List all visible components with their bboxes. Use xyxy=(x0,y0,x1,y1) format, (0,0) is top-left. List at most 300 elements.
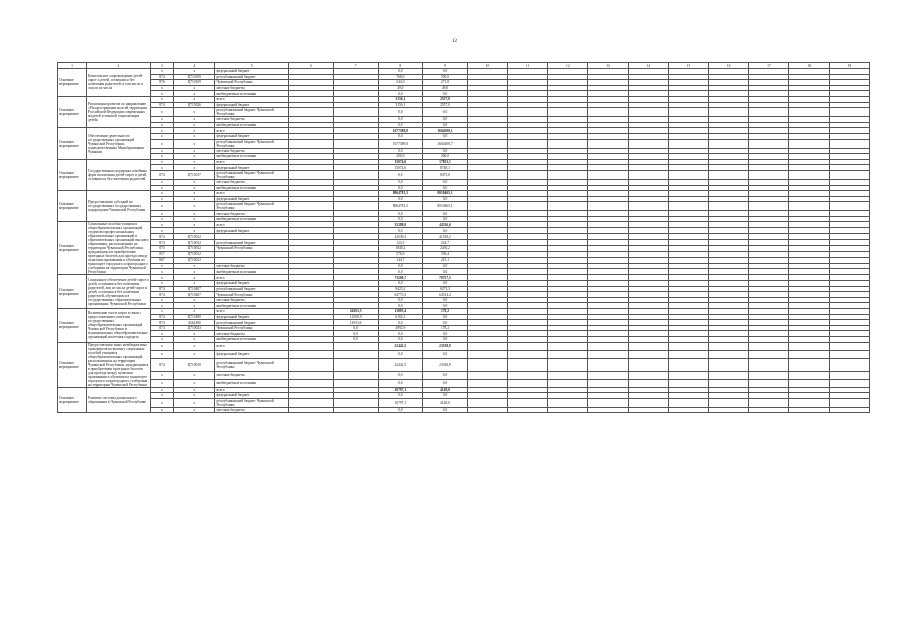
empty-cell xyxy=(628,379,668,387)
value-cell: 0,0 xyxy=(423,69,468,75)
code-cell: x xyxy=(150,228,173,234)
value-cell: 0,0 xyxy=(378,263,423,269)
value-cell: 0,0 xyxy=(378,320,423,326)
source-cell: внебюджетные источники xyxy=(215,303,289,309)
value-cell xyxy=(333,398,378,407)
code-cell: x xyxy=(150,398,173,407)
source-cell: республиканский бюджет Чувашской Республики xyxy=(215,202,289,211)
value-cell: 8064781,3 xyxy=(378,191,423,197)
header-cell: 2 xyxy=(87,63,151,69)
code-cell: x xyxy=(150,222,173,228)
row-label: Основное мероприятие xyxy=(58,387,87,413)
code-cell: 874 xyxy=(150,358,173,371)
value-cell: 0,0 xyxy=(423,108,468,117)
value-cell: 213,1 xyxy=(423,257,468,263)
value-cell: 4992,9 xyxy=(378,325,423,331)
value-cell: 0,0 xyxy=(423,91,468,97)
code-cell: x xyxy=(174,128,215,134)
code-cell: x xyxy=(174,393,215,399)
source-cell: внебюджетные источники xyxy=(215,269,289,275)
value-cell: 0,0 xyxy=(378,122,423,128)
code-cell: x xyxy=(150,275,173,281)
source-cell: Чувашской Республики xyxy=(215,325,289,331)
value-cell: 8425,2 xyxy=(378,286,423,292)
empty-cell xyxy=(548,379,588,387)
code-cell: x xyxy=(174,379,215,387)
empty-cell xyxy=(548,358,588,371)
row-label: Основное мероприятие xyxy=(58,342,87,387)
empty-cell xyxy=(467,371,507,379)
value-cell xyxy=(333,358,378,371)
value-cell: 178,2 xyxy=(423,325,468,331)
empty-cell xyxy=(749,358,789,371)
code-cell: Ц710012 xyxy=(174,234,215,240)
value-cell: 70757,5 xyxy=(423,275,468,281)
empty-cell xyxy=(548,350,588,358)
code-cell: x xyxy=(174,211,215,217)
value-cell: 0,0 xyxy=(423,216,468,222)
value-cell xyxy=(289,379,334,387)
code-cell: x xyxy=(150,117,173,123)
empty-cell xyxy=(628,108,668,117)
value-cell: 44336,6 xyxy=(423,222,468,228)
code-cell: x xyxy=(174,154,215,160)
code-cell: x xyxy=(150,179,173,185)
source-cell: республиканский бюджет Чувашской Республики xyxy=(215,398,289,407)
empty-cell xyxy=(829,407,869,413)
row-label: Основное мероприятие xyxy=(58,96,87,127)
empty-cell xyxy=(709,202,749,211)
value-cell: 12500,9 xyxy=(333,314,378,320)
value-cell xyxy=(289,350,334,358)
code-cell: x xyxy=(150,337,173,343)
value-cell: 64514,2 xyxy=(423,292,468,298)
source-cell: всего xyxy=(215,342,289,350)
value-cell: 0,0 xyxy=(423,407,468,413)
empty-cell xyxy=(749,379,789,387)
code-cell: x xyxy=(150,216,173,222)
value-cell xyxy=(289,371,334,379)
source-cell: всего xyxy=(215,191,289,197)
empty-cell xyxy=(668,358,708,371)
source-cell: федеральный бюджет xyxy=(215,314,289,320)
empty-cell xyxy=(829,358,869,371)
code-cell: x xyxy=(150,108,173,117)
value-cell: 200,0 xyxy=(378,154,423,160)
empty-cell xyxy=(628,170,668,179)
value-cell: 768,0 xyxy=(378,74,423,80)
row-label: Основное мероприятие xyxy=(58,159,87,190)
empty-cell xyxy=(588,139,628,148)
source-cell: республиканский бюджет Чувашской Республики xyxy=(215,139,289,148)
value-cell: 0,0 xyxy=(378,269,423,275)
code-cell: x xyxy=(174,281,215,287)
header-cell: 9 xyxy=(423,63,468,69)
source-cell: местные бюджеты xyxy=(215,331,289,337)
value-cell: 0,0 xyxy=(378,69,423,75)
value-cell: 0,0 xyxy=(333,325,378,331)
source-cell: внебюджетные источники xyxy=(215,91,289,97)
code-cell: x xyxy=(174,398,215,407)
code-cell: x xyxy=(174,91,215,97)
value-cell: 0,0 xyxy=(423,179,468,185)
code-cell: x xyxy=(150,133,173,139)
header-cell: 13 xyxy=(588,63,628,69)
row-label: Основное мероприятие xyxy=(58,69,87,97)
empty-cell xyxy=(467,202,507,211)
value-cell: 200,0 xyxy=(423,154,468,160)
source-cell: республиканский бюджет Чувашской Республики xyxy=(215,358,289,371)
empty-cell xyxy=(789,170,829,179)
value-cell: 1664308,7 xyxy=(423,139,468,148)
value-cell xyxy=(289,170,334,179)
empty-cell xyxy=(467,358,507,371)
code-cell: 4342490 xyxy=(174,320,215,326)
value-cell: 23538,9 xyxy=(423,342,468,350)
value-cell xyxy=(333,139,378,148)
code-cell: x xyxy=(174,191,215,197)
empty-cell xyxy=(749,170,789,179)
value-cell: 41539,2 xyxy=(423,234,468,240)
source-cell: местные бюджеты xyxy=(215,297,289,303)
value-cell: 0,0 xyxy=(378,117,423,123)
value-cell: 0,0 xyxy=(378,350,423,358)
empty-cell xyxy=(789,398,829,407)
value-cell: 24563,5 xyxy=(333,309,378,315)
source-cell: внебюджетные источники xyxy=(215,154,289,160)
value-cell: 0,0 xyxy=(378,179,423,185)
value-cell: 1677389,8 xyxy=(378,128,423,134)
empty-cell xyxy=(467,407,507,413)
row-label: Основное мероприятие xyxy=(58,222,87,275)
row-description: Реализация проектов по направлению «Распространение на всей территории Российской Федерации современных моделей успешной социализации детей» xyxy=(87,96,151,127)
value-cell xyxy=(289,139,334,148)
value-cell: 3156,1 xyxy=(378,96,423,102)
value-cell xyxy=(289,342,334,350)
empty-cell xyxy=(749,202,789,211)
source-cell: федеральный бюджет xyxy=(215,165,289,171)
value-cell: 8064781,3 xyxy=(378,202,423,211)
code-cell: x xyxy=(150,281,173,287)
value-cell: 0,0 xyxy=(423,263,468,269)
code-cell: x xyxy=(174,269,215,275)
empty-cell xyxy=(588,407,628,413)
code-cell: 857 xyxy=(150,251,173,257)
code-cell: 875 xyxy=(150,245,173,251)
value-cell: 271,8 xyxy=(423,80,468,86)
value-cell xyxy=(333,108,378,117)
value-cell: 15074,6 xyxy=(378,159,423,165)
code-cell: x xyxy=(174,185,215,191)
empty-cell xyxy=(588,350,628,358)
empty-cell xyxy=(588,170,628,179)
value-cell xyxy=(333,202,378,211)
empty-cell xyxy=(548,342,588,350)
code-cell: x xyxy=(150,393,173,399)
value-cell: 0,0 xyxy=(378,148,423,154)
value-cell: 1677389,8 xyxy=(378,139,423,148)
value-cell xyxy=(333,407,378,413)
value-cell: 22442,5 xyxy=(378,358,423,371)
code-cell: 874 xyxy=(150,292,173,298)
value-cell: 0,0 xyxy=(423,314,468,320)
value-cell: 0,0 xyxy=(378,170,423,179)
value-cell: 49,0 xyxy=(423,85,468,91)
empty-cell xyxy=(749,108,789,117)
empty-cell xyxy=(709,358,749,371)
table-body xyxy=(58,63,870,413)
source-cell: местные бюджеты xyxy=(215,117,289,123)
source-cell: местные бюджеты xyxy=(215,179,289,185)
empty-cell xyxy=(829,342,869,350)
value-cell: 0,0 xyxy=(423,337,468,343)
table-row xyxy=(58,139,870,148)
empty-cell xyxy=(588,358,628,371)
empty-cell xyxy=(628,342,668,350)
code-cell: x xyxy=(174,275,215,281)
header-cell: 18 xyxy=(789,63,829,69)
value-cell: 0,0 xyxy=(378,379,423,387)
code-cell: x xyxy=(174,303,215,309)
empty-cell xyxy=(508,350,548,358)
value-cell: 1664508,1 xyxy=(423,128,468,134)
code-cell: 876 xyxy=(150,80,173,86)
value-cell: 11095,4 xyxy=(378,309,423,315)
value-cell: 0,0 xyxy=(423,228,468,234)
value-cell: 0,0 xyxy=(423,117,468,123)
empty-cell xyxy=(709,139,749,148)
table-row xyxy=(58,170,870,179)
code-cell: x xyxy=(150,139,173,148)
empty-cell xyxy=(548,139,588,148)
empty-cell xyxy=(508,139,548,148)
row-description: Комплексное сопровождение детей-сирот и детей, оставшихся без попечения родителей, в том числе и лиц из их числа xyxy=(87,69,151,97)
value-cell: 0,0 xyxy=(333,331,378,337)
code-cell: x xyxy=(150,69,173,75)
source-cell: Чувашской Республики xyxy=(215,292,289,298)
source-cell: Чувашской Республики xyxy=(215,245,289,251)
source-cell: федеральный бюджет xyxy=(215,393,289,399)
header-cell: 15 xyxy=(668,63,708,69)
empty-cell xyxy=(508,358,548,371)
empty-cell xyxy=(508,342,548,350)
empty-cell xyxy=(709,398,749,407)
value-cell: 0,0 xyxy=(423,269,468,275)
code-cell: x xyxy=(150,350,173,358)
empty-cell xyxy=(508,398,548,407)
code-cell: x xyxy=(150,159,173,165)
value-cell: 550,0 xyxy=(423,74,468,80)
table-row xyxy=(58,398,870,407)
header-cell: 19 xyxy=(829,63,869,69)
code-cell: x xyxy=(174,202,215,211)
code-cell: x xyxy=(174,159,215,165)
code-cell: 874 xyxy=(150,170,173,179)
code-cell: Ц715017 xyxy=(174,170,215,179)
empty-cell xyxy=(789,407,829,413)
value-cell xyxy=(289,108,334,117)
code-cell: Ц715490 xyxy=(174,314,215,320)
code-cell: Ц710407 xyxy=(174,286,215,292)
empty-cell xyxy=(467,342,507,350)
empty-cell xyxy=(548,407,588,413)
code-cell: x xyxy=(150,269,173,275)
value-cell: 32539,3 xyxy=(378,234,423,240)
value-cell: 2557,0 xyxy=(423,96,468,102)
code-cell: x xyxy=(174,309,215,315)
value-cell: 0,0 xyxy=(423,185,468,191)
code-cell: x xyxy=(174,337,215,343)
row-description: Обеспечение деятельности государственных организаций Чувашской Республики, подведомственных Минобразования Чувашии xyxy=(87,128,151,159)
value-cell: 0,0 xyxy=(378,297,423,303)
value-cell: 0,0 xyxy=(423,371,468,379)
row-description: Социальные пособия учащимся общеобразовательных организаций, студентам профессиональных образовательных организаций и образовательных организаций высшего образования, расположенных на территории Чувашской Республики, нуждающимся в приобретении проездных билетов для проезда между пунктами проживания и обучения на транспорте городского и пригородного сообщения на территории Чувашской Республики xyxy=(88,222,149,275)
empty-cell xyxy=(467,350,507,358)
source-cell: всего xyxy=(215,159,289,165)
header-cell: 11 xyxy=(508,63,548,69)
row-label: Основное мероприятие xyxy=(58,309,87,343)
value-cell: 0,0 xyxy=(378,281,423,287)
source-cell: республиканский бюджет Чувашской Республики xyxy=(215,108,289,117)
empty-cell xyxy=(789,202,829,211)
code-cell: x xyxy=(150,91,173,97)
code-cell: x xyxy=(150,191,173,197)
code-cell: x xyxy=(150,185,173,191)
table-row xyxy=(58,407,870,413)
empty-cell xyxy=(548,398,588,407)
empty-cell xyxy=(588,379,628,387)
empty-cell xyxy=(749,407,789,413)
empty-cell xyxy=(467,398,507,407)
source-cell: федеральный бюджет xyxy=(215,69,289,75)
value-cell: 0,0 xyxy=(333,337,378,343)
code-cell: x xyxy=(174,407,215,413)
header-cell: 14 xyxy=(628,63,668,69)
empty-cell xyxy=(789,139,829,148)
row-description: Предоставление субсидий на государственных государственных подпрограмм Чувашской Республики xyxy=(87,191,151,222)
value-cell: 4140,0 xyxy=(423,398,468,407)
value-cell: 0,0 xyxy=(378,216,423,222)
code-cell: x xyxy=(150,379,173,387)
header-cell: 12 xyxy=(548,63,588,69)
value-cell: 0,0 xyxy=(378,185,423,191)
value-cell: 0,0 xyxy=(378,108,423,117)
code-cell: x xyxy=(174,350,215,358)
budget-table xyxy=(57,62,870,413)
table-row xyxy=(58,350,870,358)
value-cell: 2557,0 xyxy=(423,102,468,108)
empty-cell xyxy=(789,371,829,379)
empty-cell xyxy=(628,398,668,407)
value-cell: 0,0 xyxy=(423,122,468,128)
value-cell: 0,0 xyxy=(423,196,468,202)
empty-cell xyxy=(789,342,829,350)
value-cell: 0,0 xyxy=(378,303,423,309)
value-cell: 23538,9 xyxy=(423,358,468,371)
empty-cell xyxy=(548,170,588,179)
empty-cell xyxy=(668,379,708,387)
empty-cell xyxy=(789,379,829,387)
value-cell: 8748,1 xyxy=(423,165,468,171)
value-cell: 0,0 xyxy=(423,350,468,358)
code-cell: x xyxy=(174,108,215,117)
code-cell: x xyxy=(150,211,173,217)
code-cell: x xyxy=(174,342,215,350)
row-description: Государственная поддержка семейных форм воспитания детей-сирот и детей, оставшихся без попечения родителей xyxy=(87,159,151,190)
header-cell: 16 xyxy=(709,63,749,69)
source-cell: внебюджетные источники xyxy=(215,379,289,387)
empty-cell xyxy=(668,342,708,350)
source-cell: федеральный бюджет xyxy=(215,350,289,358)
header-cell: 5 xyxy=(215,63,289,69)
row-label: Основное мероприятие xyxy=(58,128,87,159)
empty-cell xyxy=(789,108,829,117)
value-cell: 0,0 xyxy=(423,297,468,303)
empty-cell xyxy=(548,108,588,117)
empty-cell xyxy=(668,350,708,358)
code-cell: Ц710012 xyxy=(174,251,215,257)
code-cell: x xyxy=(150,371,173,379)
empty-cell xyxy=(588,371,628,379)
empty-cell xyxy=(829,202,869,211)
value-cell xyxy=(289,202,334,211)
value-cell: 0,0 xyxy=(378,393,423,399)
empty-cell xyxy=(709,371,749,379)
empty-cell xyxy=(709,379,749,387)
value-cell: 123,5 xyxy=(378,240,423,246)
code-cell: x xyxy=(174,122,215,128)
value-cell: 0,0 xyxy=(378,407,423,413)
value-cell: 35288,0 xyxy=(378,222,423,228)
code-cell: x xyxy=(174,297,215,303)
empty-cell xyxy=(749,398,789,407)
value-cell: 0,0 xyxy=(423,331,468,337)
source-cell: федеральный бюджет xyxy=(215,196,289,202)
value-cell: 3156,1 xyxy=(378,102,423,108)
empty-cell xyxy=(668,371,708,379)
value-cell xyxy=(333,170,378,179)
code-cell: 874 xyxy=(150,240,173,246)
value-cell xyxy=(333,371,378,379)
row-label: Основное мероприятие xyxy=(58,275,87,309)
empty-cell xyxy=(709,170,749,179)
value-cell: 178,2 xyxy=(423,309,468,315)
empty-cell xyxy=(789,358,829,371)
code-cell: x xyxy=(174,179,215,185)
code-cell: x xyxy=(150,122,173,128)
value-cell: 17823,1 xyxy=(423,159,468,165)
code-cell: x xyxy=(174,96,215,102)
source-cell: местные бюджеты xyxy=(215,85,289,91)
empty-cell xyxy=(588,398,628,407)
value-cell: 559,4 xyxy=(423,251,468,257)
code-cell: x xyxy=(174,196,215,202)
code-cell: Ц715026 xyxy=(174,102,215,108)
value-cell: 49,0 xyxy=(378,85,423,91)
code-cell: Ц710407 xyxy=(174,292,215,298)
empty-cell xyxy=(829,350,869,358)
value-cell: 543,0 xyxy=(378,80,423,86)
row-description: Предоставление иных межбюджетных трансфертов на выплату социальных пособий учащимся общеобразовательных организаций, расположенных на территории Чувашской Республики, нуждающимся в приобретении проездных билетов для проезда между пунктами проживания и обучения на транспорте городского и пригородного сообщения на территории Чувашской Республики xyxy=(88,342,149,387)
code-cell: 874 xyxy=(150,286,173,292)
empty-cell xyxy=(749,371,789,379)
value-cell: 11053,6 xyxy=(333,320,378,326)
page-number: 12 xyxy=(452,39,457,44)
value-cell: 73200,7 xyxy=(378,275,423,281)
table-row xyxy=(58,371,870,379)
empty-cell xyxy=(628,371,668,379)
empty-cell xyxy=(668,202,708,211)
